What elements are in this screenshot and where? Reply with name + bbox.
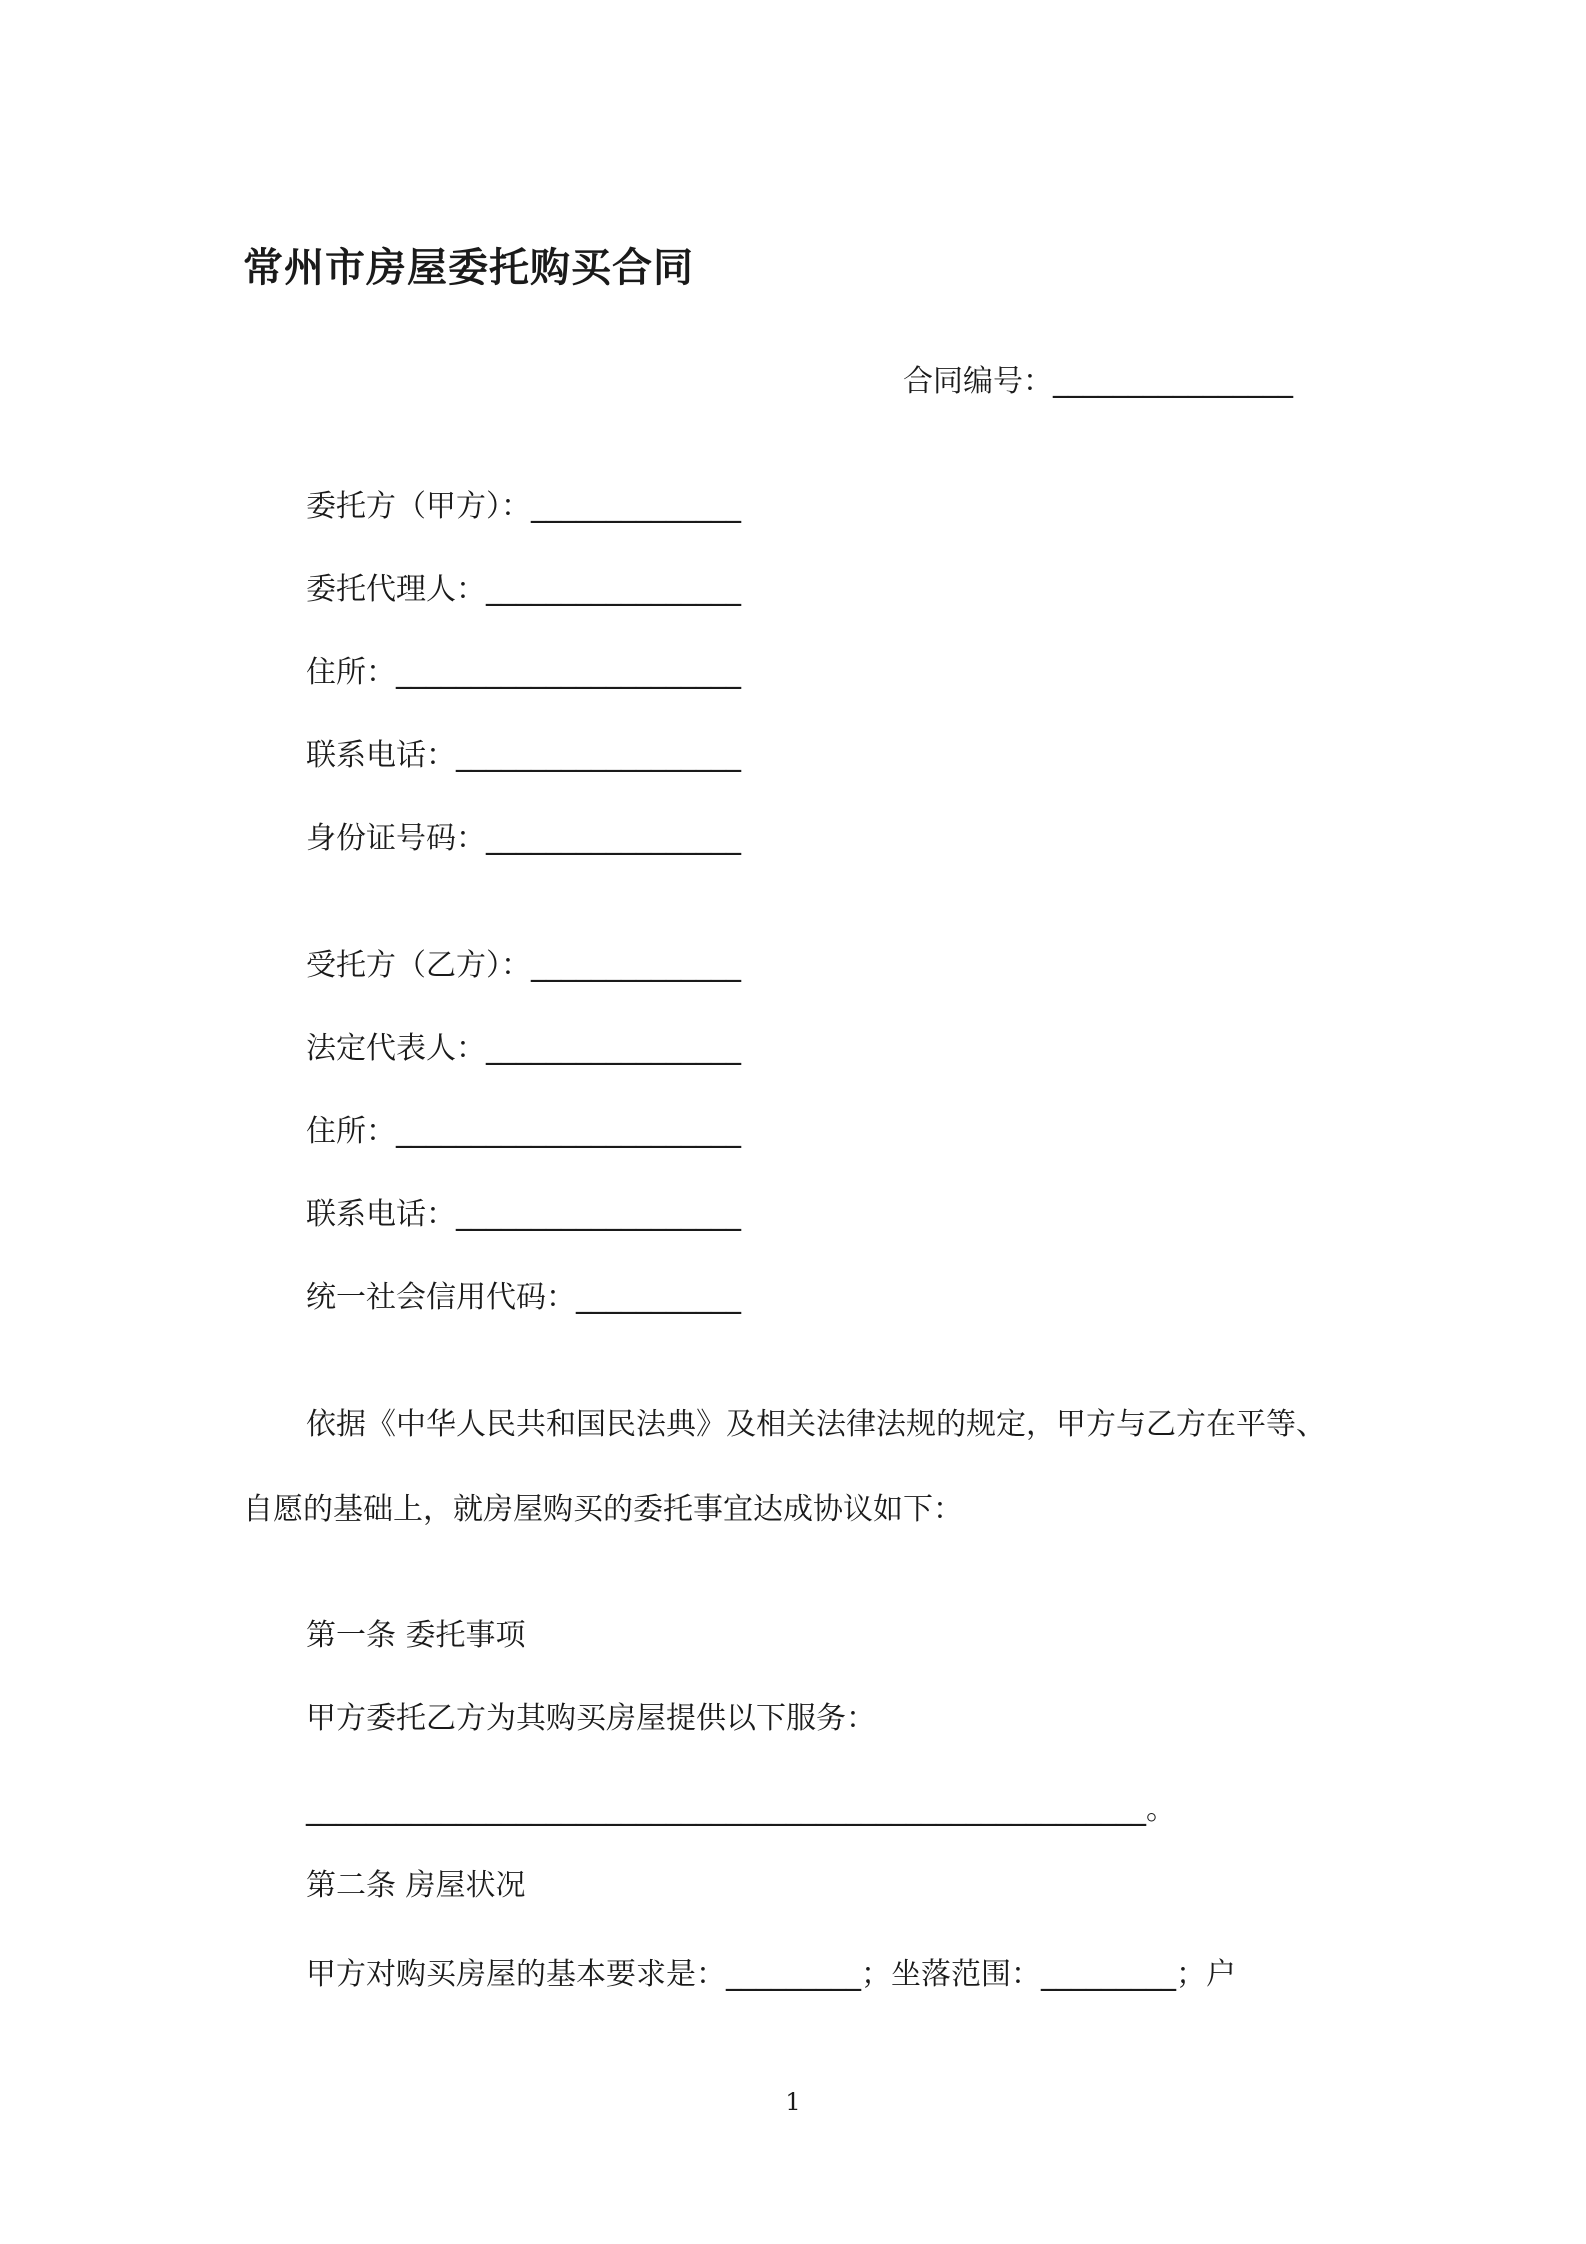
preamble-line-2: 自愿的基础上，就房屋购买的委托事宜达成协议如下： [243,1492,963,1527]
party-b-credit-code-field: 统一社会信用代码：___________ [306,1280,741,1315]
party-b-address-field: 住所：_______________________ [306,1114,741,1149]
document-title: 常州市房屋委托购买合同 [243,245,694,291]
article-2-body: 甲方对购买房屋的基本要求是：_________；坐落范围：_________；户 [306,1957,1236,1992]
article-1-blank-line: ________________________________________________________。 [306,1792,1176,1827]
page-number: 1 [785,2088,801,2116]
party-a-address-field: 住所：_______________________ [306,655,741,690]
party-b-legal-rep-field: 法定代表人：_________________ [306,1031,741,1066]
party-a-agent-field: 委托代理人：_________________ [306,572,741,607]
preamble-line-1: 依据《中华人民共和国民法典》及相关法律法规的规定，甲方与乙方在平等、 [306,1407,1326,1442]
contract-number-field: 合同编号：________________ [903,364,1293,399]
party-a-name-field: 委托方（甲方）：______________ [306,489,741,524]
party-a-id-field: 身份证号码：_________________ [306,821,741,856]
party-b-name-field: 受托方（乙方）：______________ [306,948,741,983]
party-a-phone-field: 联系电话：___________________ [306,738,741,773]
party-b-phone-field: 联系电话：___________________ [306,1197,741,1232]
article-2-heading: 第二条 房屋状况 [306,1868,526,1903]
article-1-body: 甲方委托乙方为其购买房屋提供以下服务： [306,1701,876,1736]
article-1-heading: 第一条 委托事项 [306,1618,526,1653]
